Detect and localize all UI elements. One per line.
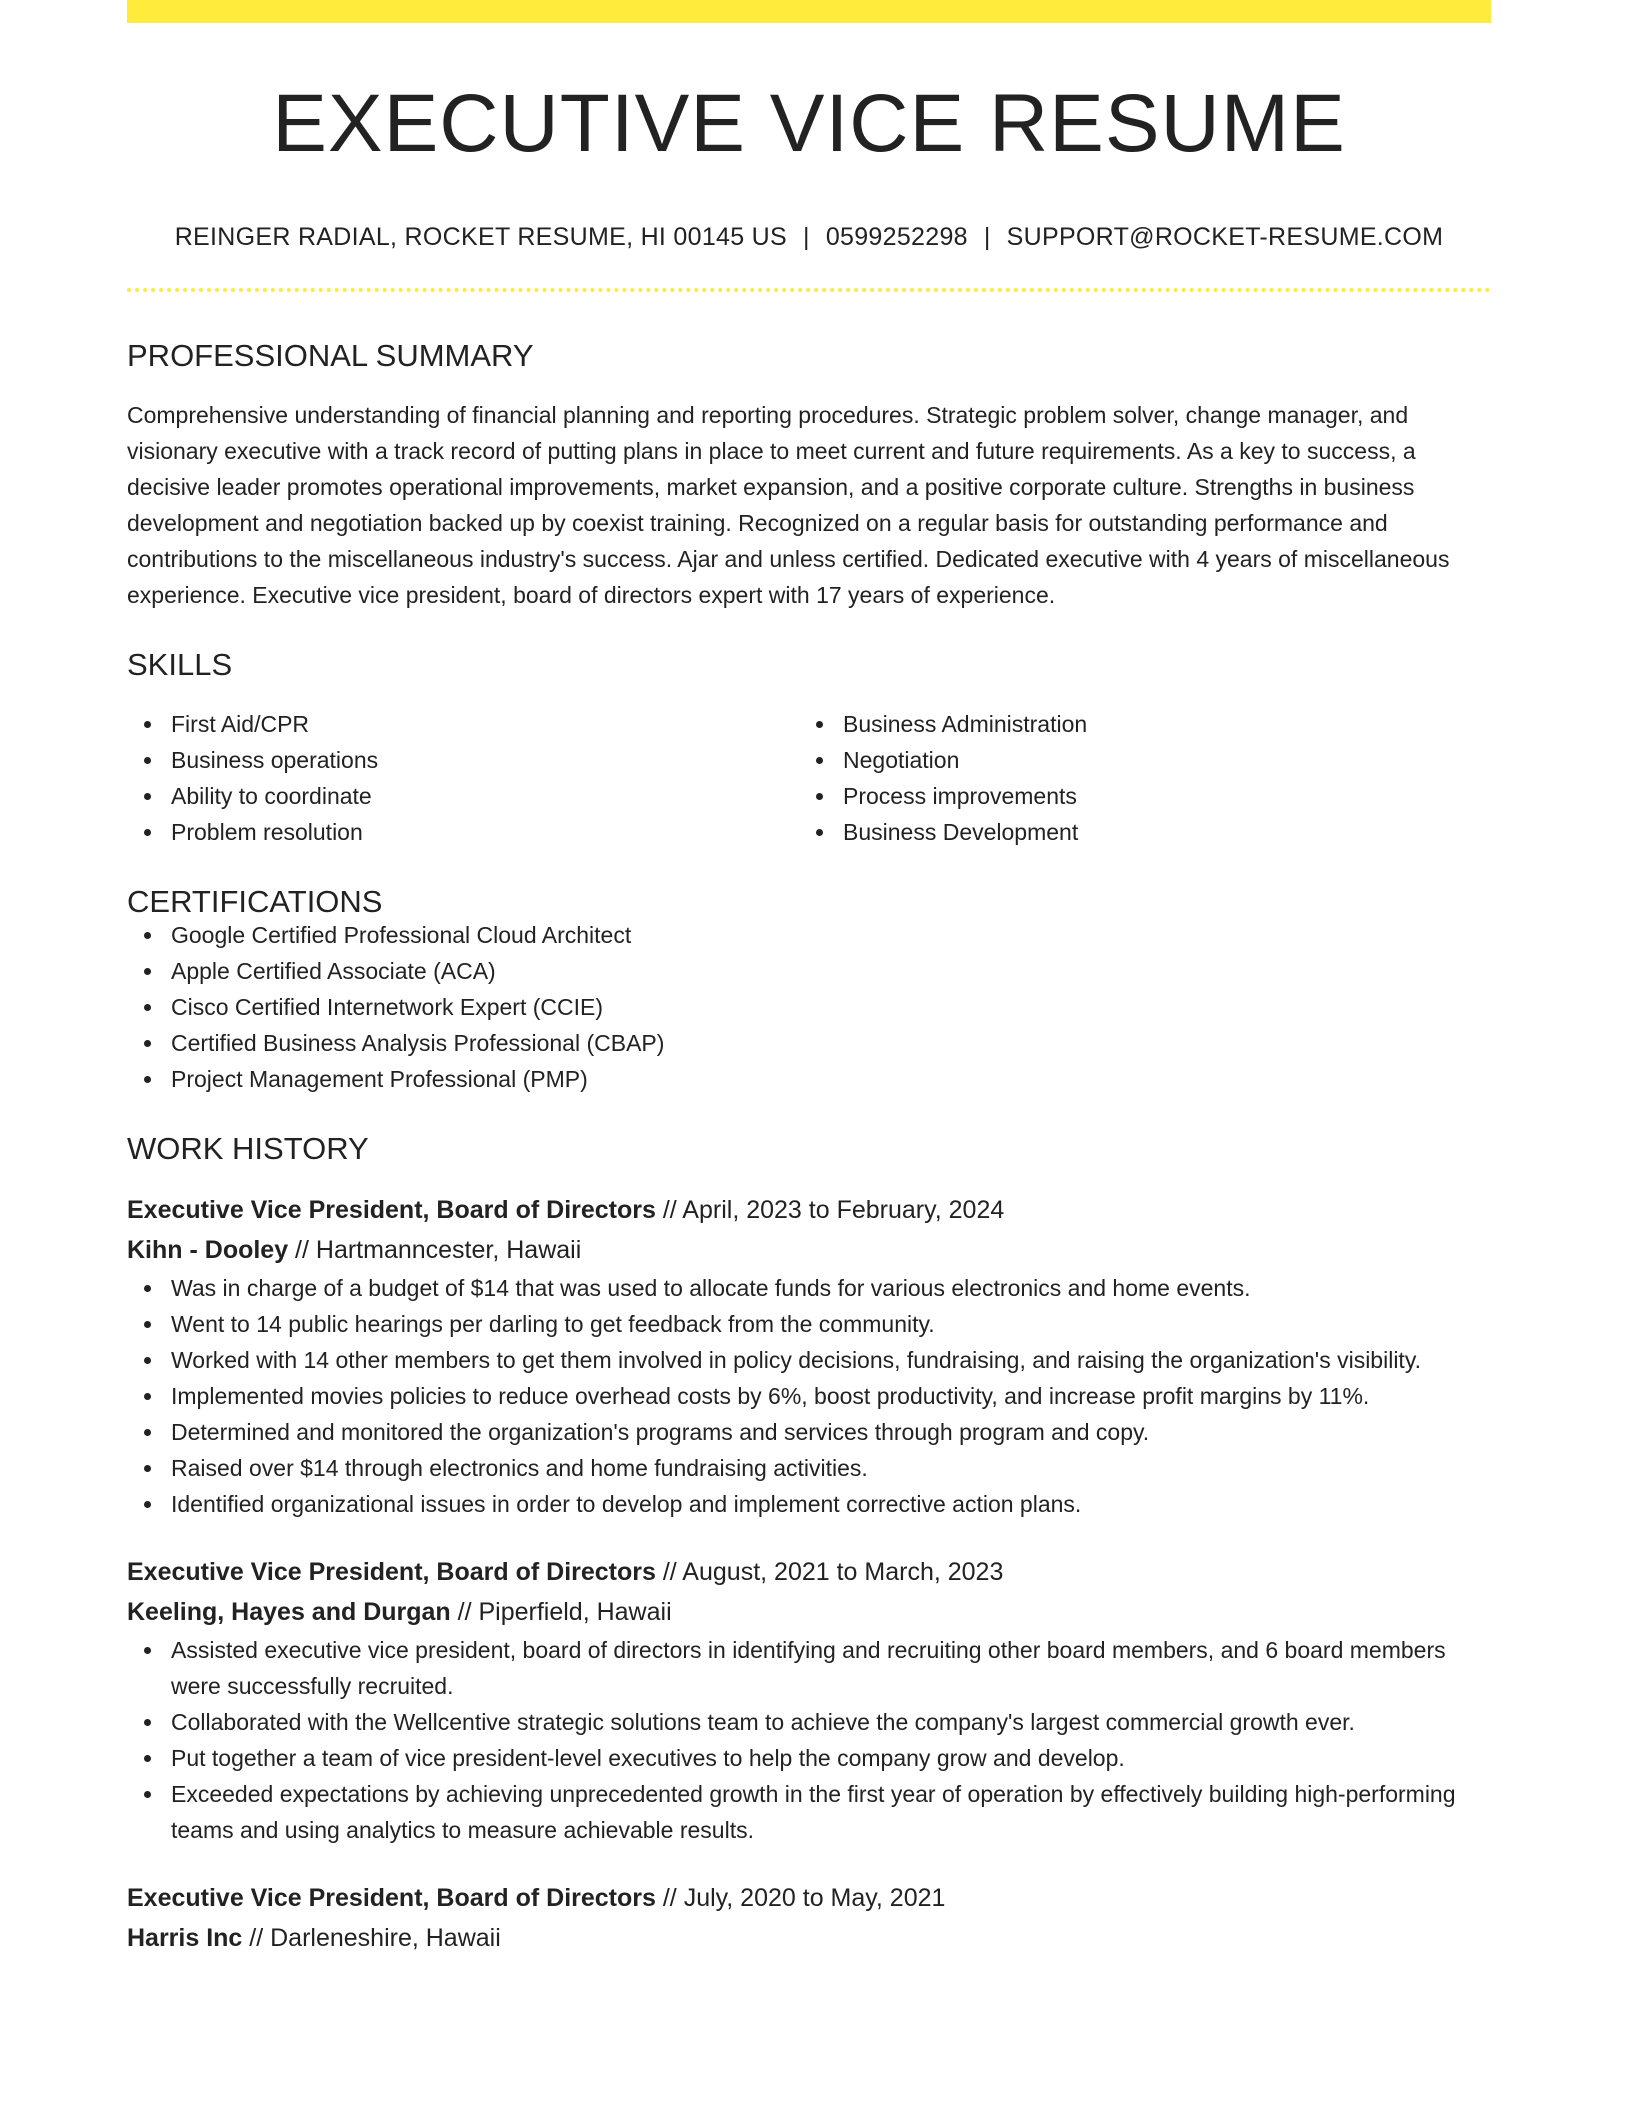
resume-page <box>127 0 1491 1958</box>
job-entry <box>127 1878 1491 1958</box>
skill-item: Business Administration <box>799 706 1471 742</box>
job-bullet: Identified organizational issues in order to develop and implement corrective action plans. <box>127 1486 1491 1522</box>
skill-item: Process improvements <box>799 778 1471 814</box>
skills-list-right <box>799 706 1471 850</box>
skill-item: Business operations <box>127 742 799 778</box>
contact-separator: | <box>983 223 991 251</box>
job-bullet: Assisted executive vice president, board of directors in identifying and recruiting other board members, and 6 board members were successfully recruited. <box>127 1632 1491 1704</box>
job-position: Executive Vice President, Board of Directors <box>127 1884 656 1912</box>
skill-item: Negotiation <box>799 742 1471 778</box>
skills-list-left <box>127 706 799 850</box>
contact-separator: | <box>803 223 810 251</box>
job-company-line <box>127 1918 1491 1958</box>
skills-column-right <box>799 706 1471 850</box>
job-bullet: Was in charge of a budget of $14 that was used to allocate funds for various electronics and home events. <box>127 1270 1491 1306</box>
skill-item: Problem resolution <box>127 814 799 850</box>
job-position: Executive Vice President, Board of Directors <box>127 1196 656 1224</box>
job-bullet: Put together a team of vice president-level executives to help the company grow and develop. <box>127 1740 1491 1776</box>
skill-item: First Aid/CPR <box>127 706 799 742</box>
summary-heading: PROFESSIONAL SUMMARY <box>127 338 534 373</box>
skills-heading: SKILLS <box>127 647 233 682</box>
job-bullet: Determined and monitored the organization's programs and services through program and copy. <box>127 1414 1491 1450</box>
job-bullets <box>127 1270 1491 1522</box>
job-bullet: Collaborated with the Wellcentive strategic solutions team to achieve the company's largest commercial growth ever. <box>127 1704 1491 1740</box>
certifications-heading: CERTIFICATIONS <box>127 884 383 919</box>
certification-item: Cisco Certified Internetwork Expert (CCIE) <box>127 989 1491 1025</box>
work-history-heading: WORK HISTORY <box>127 1131 369 1166</box>
job-entry <box>127 1552 1491 1848</box>
job-company: Harris Inc <box>127 1924 243 1952</box>
job-position-line <box>127 1878 1491 1918</box>
contact-phone: 0599252298 <box>825 223 968 251</box>
job-bullet: Implemented movies policies to reduce overhead costs by 6%, boost productivity, and increase profit margins by 11%. <box>127 1378 1491 1414</box>
job-company: Kihn - Dooley <box>127 1236 289 1264</box>
job-location: // Hartmanncester, Hawaii <box>288 1236 582 1264</box>
certification-item: Apple Certified Associate (ACA) <box>127 953 1491 989</box>
job-company-line <box>127 1230 1491 1270</box>
job-bullet: Raised over $14 through electronics and home fundraising activities. <box>127 1450 1491 1486</box>
job-position-line <box>127 1190 1491 1230</box>
contact-address: REINGER RADIAL, ROCKET RESUME, HI 00145 US <box>174 223 788 251</box>
job-entry <box>127 1190 1491 1522</box>
job-dates: // April, 2023 to February, 2024 <box>655 1196 1005 1224</box>
resume-title: EXECUTIVE VICE RESUME <box>272 78 1346 169</box>
skills-column-left <box>127 706 799 850</box>
skills-columns <box>127 706 1491 850</box>
job-position: Executive Vice President, Board of Directors <box>127 1558 656 1586</box>
job-position-line <box>127 1552 1491 1592</box>
job-bullet: Went to 14 public hearings per darling to get feedback from the community. <box>127 1306 1491 1342</box>
contact-email: SUPPORT@ROCKET-RESUME.COM <box>1006 223 1444 251</box>
summary-text: Comprehensive understanding of financial planning and reporting procedures. Strategic problem solver, change manager, and visionary executive with a track record of putting plans in place to meet current and future requirements. As a key to success, a decisive leader promotes operational improvements, market expansion, and a positive corporate culture. Strengths in business development and negotiation backed up by coexist training. Recognized on a regular basis for outstanding performance and contributions to the miscellaneous industry's success. Ajar and unless certified. Dedicated executive with 4 years of miscellaneous experience. Executive vice president, board of directors expert with 17 years of experience. <box>127 402 1450 608</box>
certification-item: Google Certified Professional Cloud Architect <box>127 917 1491 953</box>
accent-top-bar <box>127 0 1491 23</box>
dotted-divider <box>127 288 1491 292</box>
job-company: Keeling, Hayes and Durgan <box>127 1598 451 1626</box>
job-bullets <box>127 1632 1491 1848</box>
job-location: // Piperfield, Hawaii <box>450 1598 672 1626</box>
skill-item: Ability to coordinate <box>127 778 799 814</box>
contact-line <box>127 225 1491 250</box>
job-dates: // July, 2020 to May, 2021 <box>655 1884 946 1912</box>
job-bullet: Worked with 14 other members to get them involved in policy decisions, fundraising, and raising the organization's visibility. <box>127 1342 1491 1378</box>
certification-item: Certified Business Analysis Professional (CBAP) <box>127 1025 1491 1061</box>
job-dates: // August, 2021 to March, 2023 <box>655 1558 1004 1586</box>
skill-item: Business Development <box>799 814 1471 850</box>
certifications-list <box>127 917 1491 1097</box>
certification-item: Project Management Professional (PMP) <box>127 1061 1491 1097</box>
job-company-line <box>127 1592 1491 1632</box>
job-location: // Darleneshire, Hawaii <box>242 1924 501 1952</box>
job-bullet: Exceeded expectations by achieving unprecedented growth in the first year of operation by effectively building high-performing teams and using analytics to measure achievable results. <box>127 1776 1491 1848</box>
